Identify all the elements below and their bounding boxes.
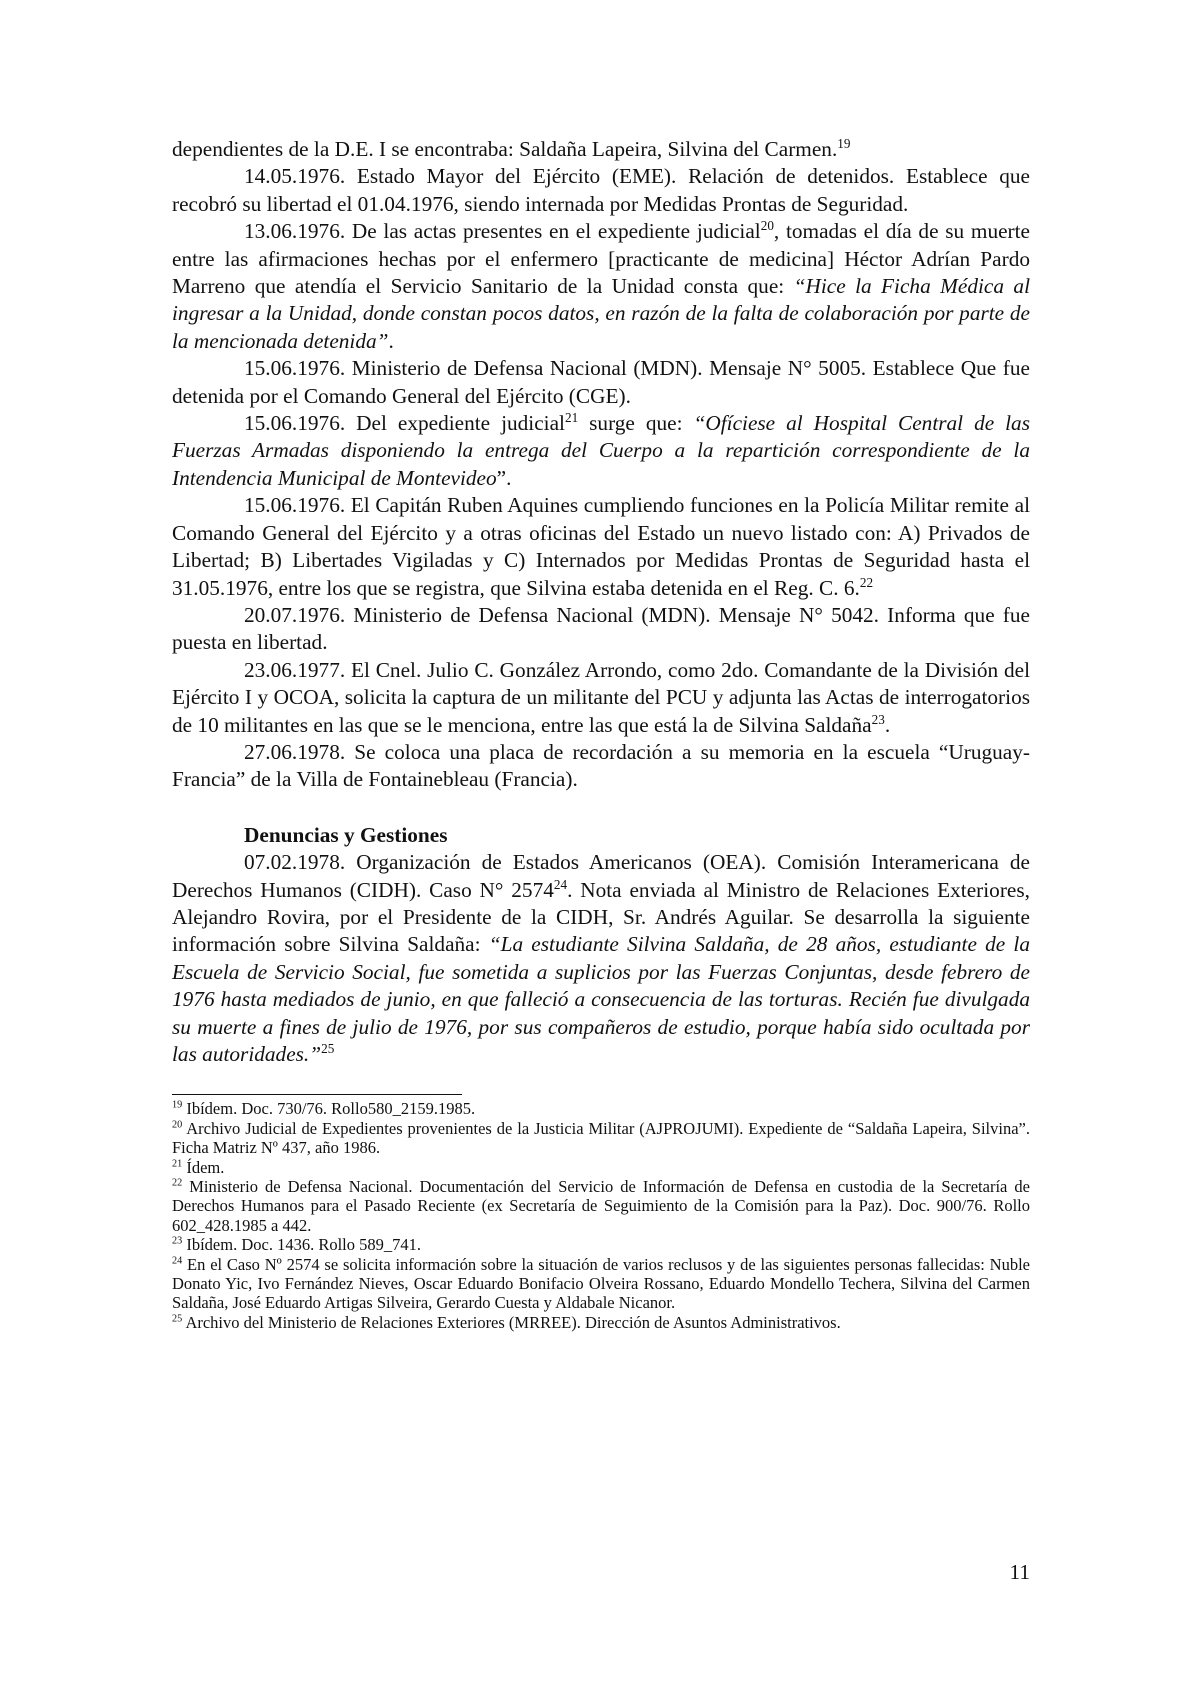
footnote-21: $^{21}$ Ídem. <box>172 1157 225 1177</box>
footnote-ref-24: 24 <box>553 876 568 892</box>
footnote-ref-19: 19 <box>837 135 851 151</box>
footnote-ref-23: 23 <box>871 711 885 727</box>
footnotes <box>172 1099 1030 1332</box>
paragraph-7: 20.07.1976. Ministerio de Defensa Nacional (MDN). Mensaje N° 5042. Informa que fue puesta en libertad. <box>172 602 1030 655</box>
footnote-22: $^{22}$ Ministerio de Defensa Nacional. Documentación del Servicio de Información de Defensa en custodia de la Secretaría de Derechos Humanos para el Pasado Reciente (ex Secretaría de Seguimiento de la Comisión para la Paz). Doc. 900/76. Rollo 602_428.1985 a 442. <box>172 1177 1030 1235</box>
footnote-25: $^{25}$ Archivo del Ministerio de Relaciones Exteriores (MRREE). Dirección de Asuntos Administrativos. <box>172 1312 841 1332</box>
quote-ficha-medica: “Hice la Ficha Médica al ingresar a la Unidad, donde constan pocos datos, en razón de la falta de colaboración por parte de la mencionada detenida” <box>172 274 1030 353</box>
paragraph-6: 15.06.1976. El Capitán Ruben Aquines cumpliendo funciones en la Policía Militar remite al Comando General del Ejército y a otras oficinas del Estado un nuevo listado con: A) Privados de Libertad; B) Libertades Vigiladas y C) Internados por Medidas Prontas de Seguridad hasta el 31.05.1976, entre los que se registra, que Silvina estaba detenida en el Reg. C. 6.22 <box>172 493 1030 600</box>
footnote-24: $^{24}$ En el Caso Nº 2574 se solicita información sobre la situación de varios reclusos y de las siguientes personas fallecidas: Nuble Donato Yic, Ivo Fernández Nieves, Oscar Eduardo Bonifacio Olveira Rossano, Eduardo Mondello Techera, Silvina del Carmen Saldaña, José Eduardo Artigas Silveira, Gerardo Cuesta y Aldabale Nicanor. <box>172 1254 1030 1313</box>
footnote-ref-25: 25 <box>321 1040 335 1056</box>
paragraph-9: 27.06.1978. Se coloca una placa de recordación a su memoria en la escuela “Uruguay- Francia” de la Villa de Fontainebleau (Francia). <box>172 739 1030 792</box>
document-page <box>172 136 1030 1332</box>
footnote-ref-21: 21 <box>564 409 579 425</box>
spacer <box>172 794 1030 822</box>
footnote-ref-22: 22 <box>859 574 874 590</box>
paragraph-8: 23.06.1977. El Cnel. Julio C. González Arrondo, como 2do. Comandante de la División del Ejército I y OCOA, solicita la captura de un militante del PCU y adjunta las Actas de interrogatorios de 10 militantes en las que se le menciona, entre las que está la de Silvina Saldaña$^{23}$. <box>172 657 1030 737</box>
footnote-separator <box>172 1094 462 1095</box>
section-heading: Denuncias y Gestiones <box>244 822 448 847</box>
paragraph-1: dependientes de la D.E. I se encontraba: Saldaña Lapeira, Silvina del Carmen.$^{19}$ <box>172 135 851 161</box>
paragraph-2: 14.05.1976. Estado Mayor del Ejército (EME). Relación de detenidos. Establece que recobró su libertad el 01.04.1976, siendo internada por Medidas Prontas de Seguridad. <box>172 164 1030 216</box>
paragraph-5: 15.06.1976. Del expediente judicial$^{21}$ surge que: “Ofíciese al Hospital Central de las Fuerzas Armadas disponiendo la entrega del Cuerpo a la repartición correspondiente de la Intendencia Municipal de Montevideo”. <box>172 409 1030 490</box>
paragraph-4: 15.06.1976. Ministerio de Defensa Nacional (MDN). Mensaje N° 5005. Establece Que fue detenida por el Comando General del Ejército (CGE). <box>172 356 1030 408</box>
quote-cidh: “La estudiante Silvina Saldaña, de 28 años, estudiante de la Escuela de Servicio Social, fue sometida a suplicios por las Fuerzas Conjuntas, desde febrero de 1976 hasta mediados de junio, en que falleció a consecuencia de las torturas. Recién fue divulgada su muerte a fines de julio de 1976, por sus compañeros de estudio, porque había sido ocultada por las autoridades.” <box>172 932 1030 1066</box>
footnote-20: $^{20}$ Archivo Judicial de Expedientes provenientes de la Justicia Militar (AJPROJUMI). Expediente de “Saldaña Lapeira, Silvina”. Ficha Matriz Nº 437, año 1986. <box>172 1118 1030 1158</box>
footnote-ref-20: 20 <box>760 218 774 234</box>
paragraph-oea: 07.02.1978. Organización de Estados Americanos (OEA). Comisión Interamericana de Derechos Humanos (CIDH). Caso N° 2574$^{24}$. Nota enviada al Ministro de Relaciones Exteriores, Alejandro Rovira, por el Presidente de la CIDH, Sr. Andrés Aguilar. Se desarrolla la siguiente información sobre Silvina Saldaña: “La estudiante Silvina Saldaña, de 28 años, estudiante de la Escuela de Servicio Social, fue sometida a suplicios por las Fuerzas Conjuntas, desde febrero de 1976 hasta mediados de junio, en que falleció a consecuencia de las torturas. Recién fue divulgada su muerte a fines de julio de 1976, por sus compañeros de estudio, porque había sido ocultada por las autoridades.”$^{25}$ <box>172 850 1030 1066</box>
paragraph-3: 13.06.1976. De las actas presentes en el expediente judicial$^{20}$, tomadas el día de su muerte entre las afirmaciones hechas por el enfermero [practicante de medicina] Héctor Adrían Pardo Marreno que atendía el Servicio Sanitario de la Unidad consta que: “Hice la Ficha Médica al ingresar a la Unidad, donde constan pocos datos, en razón de la falta de colaboración por parte de la mencionada detenida”. <box>172 218 1031 353</box>
quote-oficiese: “Ofíciese al Hospital Central de las Fuerzas Armadas disponiendo la entrega del Cuerpo a la repartición correspondiente de la Intendencia Municipal de Montevideo <box>172 411 1030 490</box>
page-number: 11 <box>1009 1560 1030 1584</box>
footnote-19: $^{19}$ Ibídem. Doc. 730/76. Rollo580_2159.1985. <box>172 1099 476 1119</box>
footnote-23: $^{23}$ Ibídem. Doc. 1436. Rollo 589_741. <box>172 1235 421 1255</box>
